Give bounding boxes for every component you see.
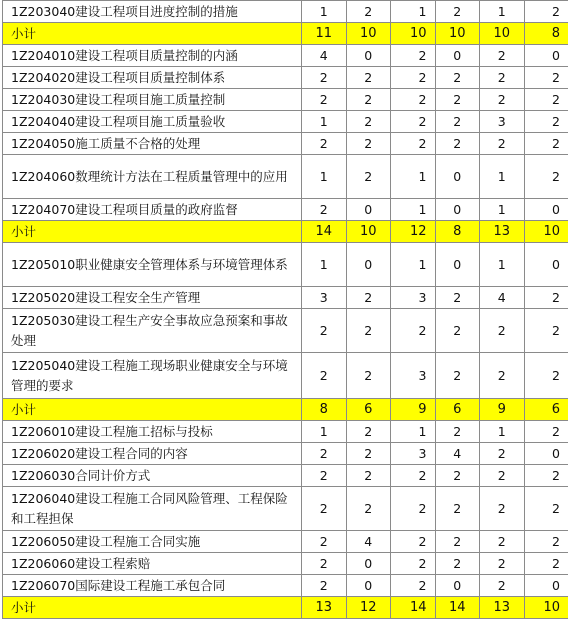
value-cell: 2: [302, 199, 347, 221]
value-cell: 1: [391, 199, 436, 221]
section-name-cell: 1Z206030合同计价方式: [3, 465, 302, 487]
value-cell: 2: [435, 287, 480, 309]
section-name-cell: 1Z204010建设工程项目质量控制的内涵: [3, 45, 302, 67]
subtotal-row: [3, 23, 568, 45]
value-cell: 2: [302, 133, 347, 155]
value-cell: 8: [435, 221, 480, 243]
value-cell: 2: [524, 465, 568, 487]
value-cell: 2: [302, 465, 347, 487]
subtotal-label: 小计: [3, 221, 302, 243]
value-cell: 10: [524, 221, 568, 243]
value-cell: 2: [435, 353, 480, 399]
subtotal-row: [3, 597, 568, 619]
value-cell: 2: [346, 443, 391, 465]
value-cell: 2: [302, 67, 347, 89]
value-cell: 2: [435, 531, 480, 553]
value-cell: 14: [302, 221, 347, 243]
section-name-cell: 1Z205030建设工程生产安全事故应急预案和事故处理: [3, 309, 302, 353]
value-cell: 1: [480, 421, 525, 443]
value-cell: 3: [391, 353, 436, 399]
value-cell: 2: [435, 487, 480, 531]
table-row: [3, 531, 568, 553]
value-cell: 2: [391, 111, 436, 133]
value-cell: 13: [480, 221, 525, 243]
value-cell: 2: [346, 421, 391, 443]
section-name-cell: 1Z206070国际建设工程施工承包合同: [3, 575, 302, 597]
value-cell: 2: [435, 309, 480, 353]
value-cell: 1: [302, 155, 347, 199]
value-cell: 1: [480, 199, 525, 221]
value-cell: 1: [391, 243, 436, 287]
value-cell: 10: [524, 597, 568, 619]
value-cell: 4: [302, 45, 347, 67]
value-cell: 2: [391, 553, 436, 575]
value-cell: 2: [524, 531, 568, 553]
value-cell: 1: [391, 1, 436, 23]
value-cell: 2: [435, 89, 480, 111]
value-cell: 2: [480, 133, 525, 155]
table-row: [3, 487, 568, 531]
section-name-cell: 1Z204030建设工程项目施工质量控制: [3, 89, 302, 111]
value-cell: 6: [524, 399, 568, 421]
value-cell: 1: [302, 111, 347, 133]
value-cell: 2: [524, 421, 568, 443]
value-cell: 0: [346, 575, 391, 597]
section-name-cell: 1Z206060建设工程索赔: [3, 553, 302, 575]
value-cell: 2: [524, 155, 568, 199]
table-row: [3, 287, 568, 309]
value-cell: 1: [480, 243, 525, 287]
section-name-cell: 1Z203040建设工程项目进度控制的措施: [3, 1, 302, 23]
value-cell: 6: [435, 399, 480, 421]
value-cell: 2: [524, 133, 568, 155]
section-name-cell: 1Z204050施工质量不合格的处理: [3, 133, 302, 155]
subtotal-label: 小计: [3, 399, 302, 421]
table-body: [3, 1, 568, 619]
value-cell: 0: [435, 155, 480, 199]
value-cell: 10: [480, 23, 525, 45]
value-cell: 2: [302, 553, 347, 575]
value-cell: 2: [391, 531, 436, 553]
value-cell: 2: [480, 575, 525, 597]
table-row: [3, 111, 568, 133]
value-cell: 9: [480, 399, 525, 421]
value-cell: 0: [524, 243, 568, 287]
table-row: [3, 465, 568, 487]
value-cell: 3: [391, 287, 436, 309]
value-cell: 2: [524, 487, 568, 531]
value-cell: 2: [302, 353, 347, 399]
section-name-cell: 1Z204060数理统计方法在工程质量管理中的应用: [3, 155, 302, 199]
section-name-cell: 1Z204020建设工程项目质量控制体系: [3, 67, 302, 89]
value-cell: 2: [346, 487, 391, 531]
value-cell: 2: [302, 575, 347, 597]
section-name-cell: 1Z206050建设工程施工合同实施: [3, 531, 302, 553]
value-cell: 3: [480, 111, 525, 133]
value-cell: 2: [480, 487, 525, 531]
value-cell: 0: [435, 575, 480, 597]
table-row: [3, 133, 568, 155]
value-cell: 2: [346, 67, 391, 89]
section-name-cell: 1Z204070建设工程项目质量的政府监督: [3, 199, 302, 221]
value-cell: 2: [524, 1, 568, 23]
table-row: [3, 443, 568, 465]
value-cell: 2: [302, 89, 347, 111]
value-cell: 2: [524, 111, 568, 133]
value-cell: 2: [480, 353, 525, 399]
value-cell: 2: [524, 89, 568, 111]
value-cell: 2: [480, 465, 525, 487]
value-cell: 2: [302, 309, 347, 353]
value-cell: 14: [435, 597, 480, 619]
value-cell: 0: [435, 199, 480, 221]
value-cell: 12: [346, 597, 391, 619]
value-cell: 10: [435, 23, 480, 45]
value-cell: 13: [302, 597, 347, 619]
value-cell: 6: [346, 399, 391, 421]
value-cell: 2: [302, 487, 347, 531]
value-cell: 2: [480, 89, 525, 111]
value-cell: 2: [346, 133, 391, 155]
value-cell: 10: [346, 23, 391, 45]
table-row: [3, 1, 568, 23]
value-cell: 0: [346, 243, 391, 287]
value-cell: 1: [391, 421, 436, 443]
value-cell: 11: [302, 23, 347, 45]
subtotal-row: [3, 399, 568, 421]
value-cell: 2: [391, 67, 436, 89]
value-cell: 2: [391, 133, 436, 155]
value-cell: 1: [302, 421, 347, 443]
subtotal-label: 小计: [3, 597, 302, 619]
value-cell: 2: [391, 487, 436, 531]
value-cell: 2: [480, 45, 525, 67]
value-cell: 1: [302, 1, 347, 23]
value-cell: 2: [346, 353, 391, 399]
value-cell: 2: [435, 133, 480, 155]
value-cell: 2: [480, 67, 525, 89]
value-cell: 10: [346, 221, 391, 243]
value-cell: 2: [391, 465, 436, 487]
value-cell: 2: [391, 309, 436, 353]
value-cell: 2: [435, 111, 480, 133]
value-cell: 2: [391, 45, 436, 67]
section-name-cell: 1Z205040建设工程施工现场职业健康安全与环境管理的要求: [3, 353, 302, 399]
value-cell: 0: [524, 199, 568, 221]
table-row: [3, 155, 568, 199]
subtotal-row: [3, 221, 568, 243]
value-cell: 3: [391, 443, 436, 465]
table-row: [3, 421, 568, 443]
value-cell: 4: [480, 287, 525, 309]
value-cell: 2: [346, 1, 391, 23]
table-row: [3, 243, 568, 287]
value-cell: 0: [524, 45, 568, 67]
value-cell: 2: [480, 553, 525, 575]
value-cell: 8: [302, 399, 347, 421]
value-cell: 2: [391, 575, 436, 597]
value-cell: 1: [480, 155, 525, 199]
value-cell: 8: [524, 23, 568, 45]
value-cell: 13: [480, 597, 525, 619]
value-cell: 10: [391, 23, 436, 45]
value-cell: 0: [524, 575, 568, 597]
value-cell: 2: [346, 111, 391, 133]
section-name-cell: 1Z204040建设工程项目施工质量验收: [3, 111, 302, 133]
value-cell: 2: [524, 309, 568, 353]
value-cell: 0: [435, 45, 480, 67]
value-cell: 2: [346, 89, 391, 111]
value-cell: 4: [435, 443, 480, 465]
value-cell: 9: [391, 399, 436, 421]
value-cell: 0: [524, 443, 568, 465]
value-cell: 0: [435, 243, 480, 287]
value-cell: 1: [391, 155, 436, 199]
table-row: [3, 309, 568, 353]
value-cell: 2: [346, 287, 391, 309]
value-cell: 4: [346, 531, 391, 553]
value-cell: 0: [346, 45, 391, 67]
value-cell: 3: [302, 287, 347, 309]
table-row: [3, 199, 568, 221]
value-cell: 2: [480, 443, 525, 465]
table-row: [3, 353, 568, 399]
value-cell: 2: [346, 309, 391, 353]
value-cell: 2: [435, 553, 480, 575]
value-cell: 2: [524, 353, 568, 399]
subtotal-label: 小计: [3, 23, 302, 45]
value-cell: 2: [346, 465, 391, 487]
section-name-cell: 1Z206040建设工程施工合同风险管理、工程保险和工程担保: [3, 487, 302, 531]
value-cell: 2: [346, 155, 391, 199]
section-name-cell: 1Z206020建设工程合同的内容: [3, 443, 302, 465]
value-cell: 2: [302, 443, 347, 465]
table-row: [3, 67, 568, 89]
value-cell: 2: [480, 309, 525, 353]
section-name-cell: 1Z205010职业健康安全管理体系与环境管理体系: [3, 243, 302, 287]
value-cell: 2: [480, 531, 525, 553]
value-cell: 0: [346, 199, 391, 221]
value-cell: 1: [480, 1, 525, 23]
section-name-cell: 1Z206010建设工程施工招标与投标: [3, 421, 302, 443]
table-row: [3, 45, 568, 67]
value-cell: 12: [391, 221, 436, 243]
value-cell: 2: [524, 553, 568, 575]
value-cell: 1: [302, 243, 347, 287]
value-cell: 14: [391, 597, 436, 619]
value-cell: 0: [346, 553, 391, 575]
value-cell: 2: [435, 421, 480, 443]
table-row: [3, 89, 568, 111]
exam-statistics-table: [2, 0, 568, 619]
value-cell: 2: [435, 465, 480, 487]
value-cell: 2: [302, 531, 347, 553]
value-cell: 2: [524, 287, 568, 309]
section-name-cell: 1Z205020建设工程安全生产管理: [3, 287, 302, 309]
value-cell: 2: [524, 67, 568, 89]
value-cell: 2: [435, 67, 480, 89]
value-cell: 2: [391, 89, 436, 111]
table-row: [3, 575, 568, 597]
table-row: [3, 553, 568, 575]
value-cell: 2: [435, 1, 480, 23]
